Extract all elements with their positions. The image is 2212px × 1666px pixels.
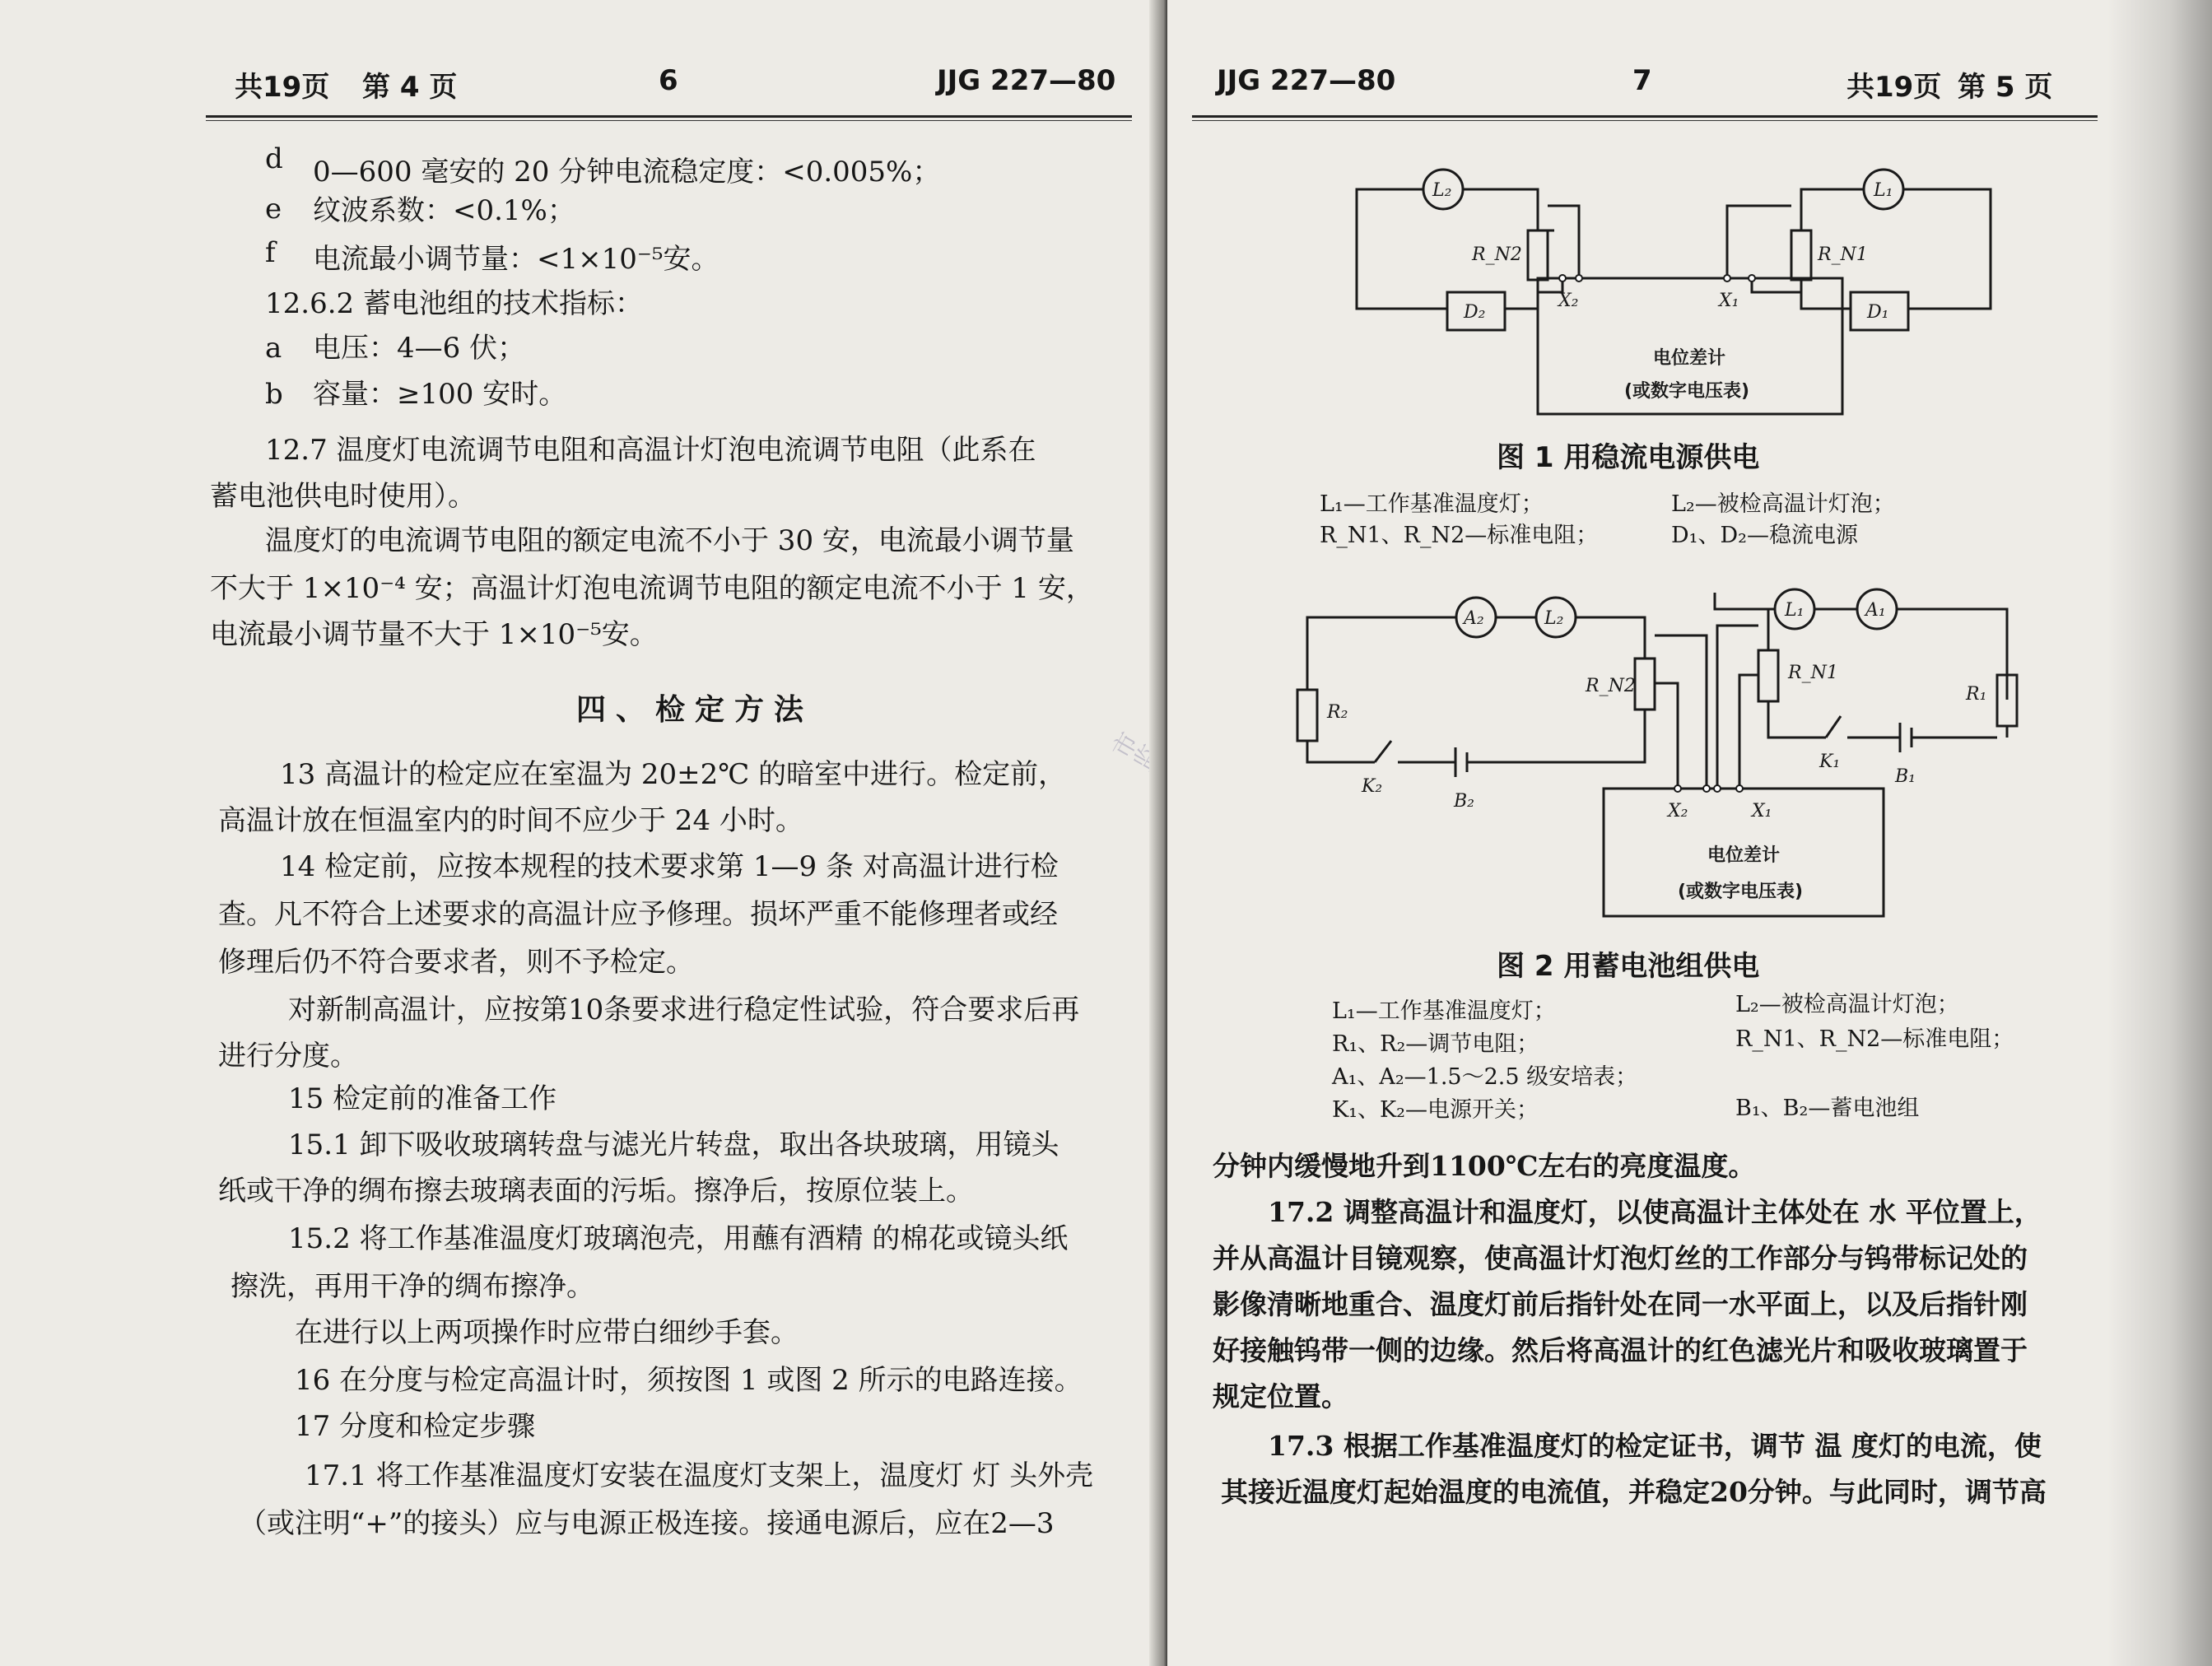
fig1-label-d1: D₁ bbox=[1867, 302, 1889, 323]
clause-12-7-line2: 蓄电池供电时使用）。 bbox=[210, 480, 476, 513]
fig1-legend-1: L₁—工作基准温度灯； bbox=[1320, 491, 1544, 517]
fig1-resistor-rn1 bbox=[1791, 230, 1811, 280]
fig2-legend-2: L₂—被检高温计灯泡； bbox=[1735, 992, 1959, 1017]
body-line-15: 17 分度和检定步骤 bbox=[295, 1410, 536, 1443]
fig2-box-line2: (或数字电压表) bbox=[1678, 882, 1804, 902]
right-doc-code: JJG 227—80 bbox=[1217, 64, 1396, 97]
fig2-label-b1: B₁ bbox=[1895, 766, 1916, 787]
right-body-line-7: 17.3 根据工作基准温度灯的检定证书，调节 温 度灯的电流，使 bbox=[1268, 1430, 2042, 1462]
fig2-resistor-r2 bbox=[1297, 690, 1317, 741]
fig2-legend-1: L₁—工作基准温度灯； bbox=[1332, 998, 1556, 1024]
fig2-label-rn2: R_N2 bbox=[1586, 676, 1636, 696]
left-header-rule-thin bbox=[206, 120, 1132, 121]
section-heading: 四、检定方法 bbox=[576, 693, 814, 727]
clause-12-7-line1: 12.7 温度灯电流调节电阻和高温计灯泡电流调节电阻（此系在 bbox=[265, 434, 1036, 467]
item-e-text: 纹波系数：<0.1%； bbox=[313, 194, 575, 227]
item-letter-d: d bbox=[265, 142, 283, 175]
right-header-rule-thin bbox=[1192, 120, 2098, 121]
left-page-number: 6 bbox=[659, 64, 678, 97]
fig2-label-a2: A₂ bbox=[1464, 608, 1484, 629]
body-line-4: 查。凡不符合上述要求的高温计应予修理。损坏严重不能修理者或经 bbox=[218, 898, 1058, 931]
fig1-label-rn1: R_N1 bbox=[1818, 244, 1868, 265]
fig2-label-b2: B₂ bbox=[1454, 791, 1474, 812]
clause-12-7-body-line2: 不大于 1×10⁻⁴ 安；高温计灯泡电流调节电阻的额定电流不小于 1 安， bbox=[210, 572, 1094, 605]
fig1-legend-3: R_N1、R_N2—标准电阻； bbox=[1320, 523, 1599, 548]
item-letter-e: e bbox=[265, 193, 282, 226]
fig2-label-l2: L₂ bbox=[1544, 608, 1564, 629]
body-line-12: 擦洗，再用干净的绸布擦净。 bbox=[231, 1270, 594, 1303]
body-line-14: 16 在分度与检定高温计时，须按图 1 或图 2 所示的电路连接。 bbox=[295, 1364, 1083, 1397]
fig2-resistor-rn1 bbox=[1758, 650, 1778, 701]
right-page-number: 7 bbox=[1632, 64, 1652, 97]
right-page bbox=[1167, 0, 2212, 1666]
item-letter-a: a bbox=[265, 332, 282, 365]
body-line-11: 15.2 将工作基准温度灯玻璃泡壳，用蘸有酒精 的棉花或镜头纸 bbox=[288, 1222, 1069, 1255]
figure-2-caption: 图 2 用蓄电池组供电 bbox=[1497, 950, 1760, 983]
fig2-legend-5: A₁、A₂—1.5～2.5 级安培表； bbox=[1332, 1064, 1638, 1090]
fig2-label-rn1: R_N1 bbox=[1788, 663, 1838, 683]
right-body-line-1: 分钟内缓慢地升到1100℃左右的亮度温度。 bbox=[1213, 1150, 1756, 1182]
body-line-16: 17.1 将工作基准温度灯安装在温度灯支架上，温度灯 灯 头外壳 bbox=[305, 1459, 1094, 1492]
fig1-resistor-rn2 bbox=[1528, 230, 1548, 280]
right-body-line-2: 17.2 调整高温计和温度灯，以使高温计主体处在 水 平位置上， bbox=[1268, 1196, 2042, 1228]
fig2-label-k2: K₂ bbox=[1362, 776, 1383, 797]
fig2-label-k1: K₁ bbox=[1819, 752, 1841, 772]
fig2-label-x1: X₁ bbox=[1752, 801, 1772, 821]
body-line-13: 在进行以上两项操作时应带白细纱手套。 bbox=[295, 1316, 799, 1349]
left-total-pages: 共19页 bbox=[235, 71, 330, 104]
item-letter-f: f bbox=[265, 236, 276, 269]
fig1-label-x2: X₂ bbox=[1558, 291, 1579, 311]
body-line-8: 15 检定前的准备工作 bbox=[288, 1082, 557, 1115]
fig1-box-line2: (或数字电压表) bbox=[1624, 381, 1750, 402]
right-body-line-6: 规定位置。 bbox=[1213, 1380, 1348, 1412]
fig1-label-d2: D₂ bbox=[1464, 302, 1486, 323]
fig2-legend-6: K₁、K₂—电源开关； bbox=[1332, 1097, 1539, 1123]
fig2-label-a1: A₁ bbox=[1865, 600, 1886, 621]
body-line-2: 高温计放在恒温室内的时间不应少于 24 小时。 bbox=[218, 804, 803, 837]
item-b-text: 容量：≥100 安时。 bbox=[313, 378, 567, 411]
fig2-label-x2: X₂ bbox=[1668, 801, 1688, 821]
fig1-label-x1: X₁ bbox=[1719, 291, 1739, 311]
item-d-text: 0—600 毫安的 20 分钟电流稳定度：<0.005%； bbox=[313, 156, 941, 188]
body-line-6: 对新制高温计，应按第10条要求进行稳定性试验，符合要求后再 bbox=[288, 994, 1080, 1026]
fig2-resistor-rn2 bbox=[1635, 658, 1655, 710]
body-line-10: 纸或干净的绸布擦去玻璃表面的污垢。擦净后，按原位装上。 bbox=[218, 1175, 974, 1208]
body-line-9: 15.1 卸下吸收玻璃转盘与滤光片转盘，取出各块玻璃，用镜头 bbox=[288, 1129, 1059, 1161]
item-letter-b: b bbox=[265, 378, 283, 411]
fig2-legend-3: R₁、R₂—调节电阻； bbox=[1332, 1031, 1539, 1057]
figure-1-caption: 图 1 用稳流电源供电 bbox=[1497, 441, 1760, 474]
fig2-label-r1: R₁ bbox=[1966, 684, 1987, 705]
left-page-of: 第 4 页 bbox=[362, 71, 458, 104]
clause-12-7-body-line1: 温度灯的电流调节电阻的额定电流不小于 30 安，电流最小调节量 bbox=[265, 524, 1074, 557]
right-total-pages: 共19页 bbox=[1846, 71, 1942, 104]
fig2-switch-k1 bbox=[1826, 716, 1841, 738]
left-running-head bbox=[0, 64, 1167, 114]
fig2-switch-k2 bbox=[1375, 741, 1391, 762]
right-body-line-8: 其接近温度灯起始温度的电流值，并稳定20分钟。与此同时，调节高 bbox=[1221, 1476, 2047, 1508]
body-line-1: 13 高温计的检定应在室温为 20±2℃ 的暗室中进行。检定前， bbox=[280, 758, 1067, 791]
fig2-label-r2: R₂ bbox=[1327, 702, 1348, 723]
page-edge-shadow bbox=[2107, 0, 2212, 1666]
fig1-box-line1: 电位差计 bbox=[1653, 348, 1726, 369]
fig1-label-l1: L₁ bbox=[1874, 180, 1893, 201]
fig2-legend-4: R_N1、R_N2—标准电阻； bbox=[1735, 1026, 2014, 1052]
body-line-3: 14 检定前，应按本规程的技术要求第 1—9 条 对高温计进行检 bbox=[280, 850, 1059, 883]
fig1-label-rn2: R_N2 bbox=[1472, 244, 1522, 265]
body-line-7: 进行分度。 bbox=[218, 1040, 358, 1073]
fig2-label-l1: L₁ bbox=[1785, 600, 1805, 621]
clause-12-6-2: 12.6.2 蓄电池组的技术指标： bbox=[265, 287, 643, 320]
right-body-line-3: 并从高温计目镜观察，使高温计灯泡灯丝的工作部分与钨带标记处的 bbox=[1213, 1242, 2028, 1274]
left-doc-code: JJG 227—80 bbox=[937, 64, 1116, 97]
fig2-box-line1: 电位差计 bbox=[1707, 845, 1781, 866]
fig1-legend-2: L₂—被检高温计灯泡； bbox=[1671, 491, 1895, 517]
fig1-label-l2: L₂ bbox=[1432, 180, 1452, 201]
clause-12-7-body-line3: 电流最小调节量不大于 1×10⁻⁵安。 bbox=[210, 618, 658, 651]
right-body-line-5: 好接触钨带一侧的边缘。然后将高温计的红色滤光片和吸收玻璃置于 bbox=[1213, 1334, 2028, 1366]
item-a-text: 电压：4—6 伏； bbox=[313, 332, 526, 365]
left-header-rule bbox=[206, 115, 1132, 118]
right-body-line-4: 影像清晰地重合、温度灯前后指针处在同一水平面上，以及后指针刚 bbox=[1213, 1288, 2028, 1320]
body-line-5: 修理后仍不符合要求者，则不予检定。 bbox=[218, 946, 694, 979]
right-page-of: 第 5 页 bbox=[1958, 71, 2053, 104]
item-f-text: 电流最小调节量：<1×10⁻⁵安。 bbox=[313, 243, 719, 276]
figure-1-circuit bbox=[1340, 156, 2032, 420]
fig1-legend-4: D₁、D₂—稳流电源 bbox=[1671, 523, 1858, 548]
right-header-rule bbox=[1192, 115, 2098, 118]
figure-2-circuit bbox=[1291, 576, 2032, 922]
fig2-legend-7: B₁、B₂—蓄电池组 bbox=[1735, 1096, 1920, 1121]
body-line-17: （或注明“+”的接头）应与电源正极连接。接通电源后，应在2—3 bbox=[239, 1507, 1055, 1540]
right-running-head bbox=[1167, 64, 2212, 114]
